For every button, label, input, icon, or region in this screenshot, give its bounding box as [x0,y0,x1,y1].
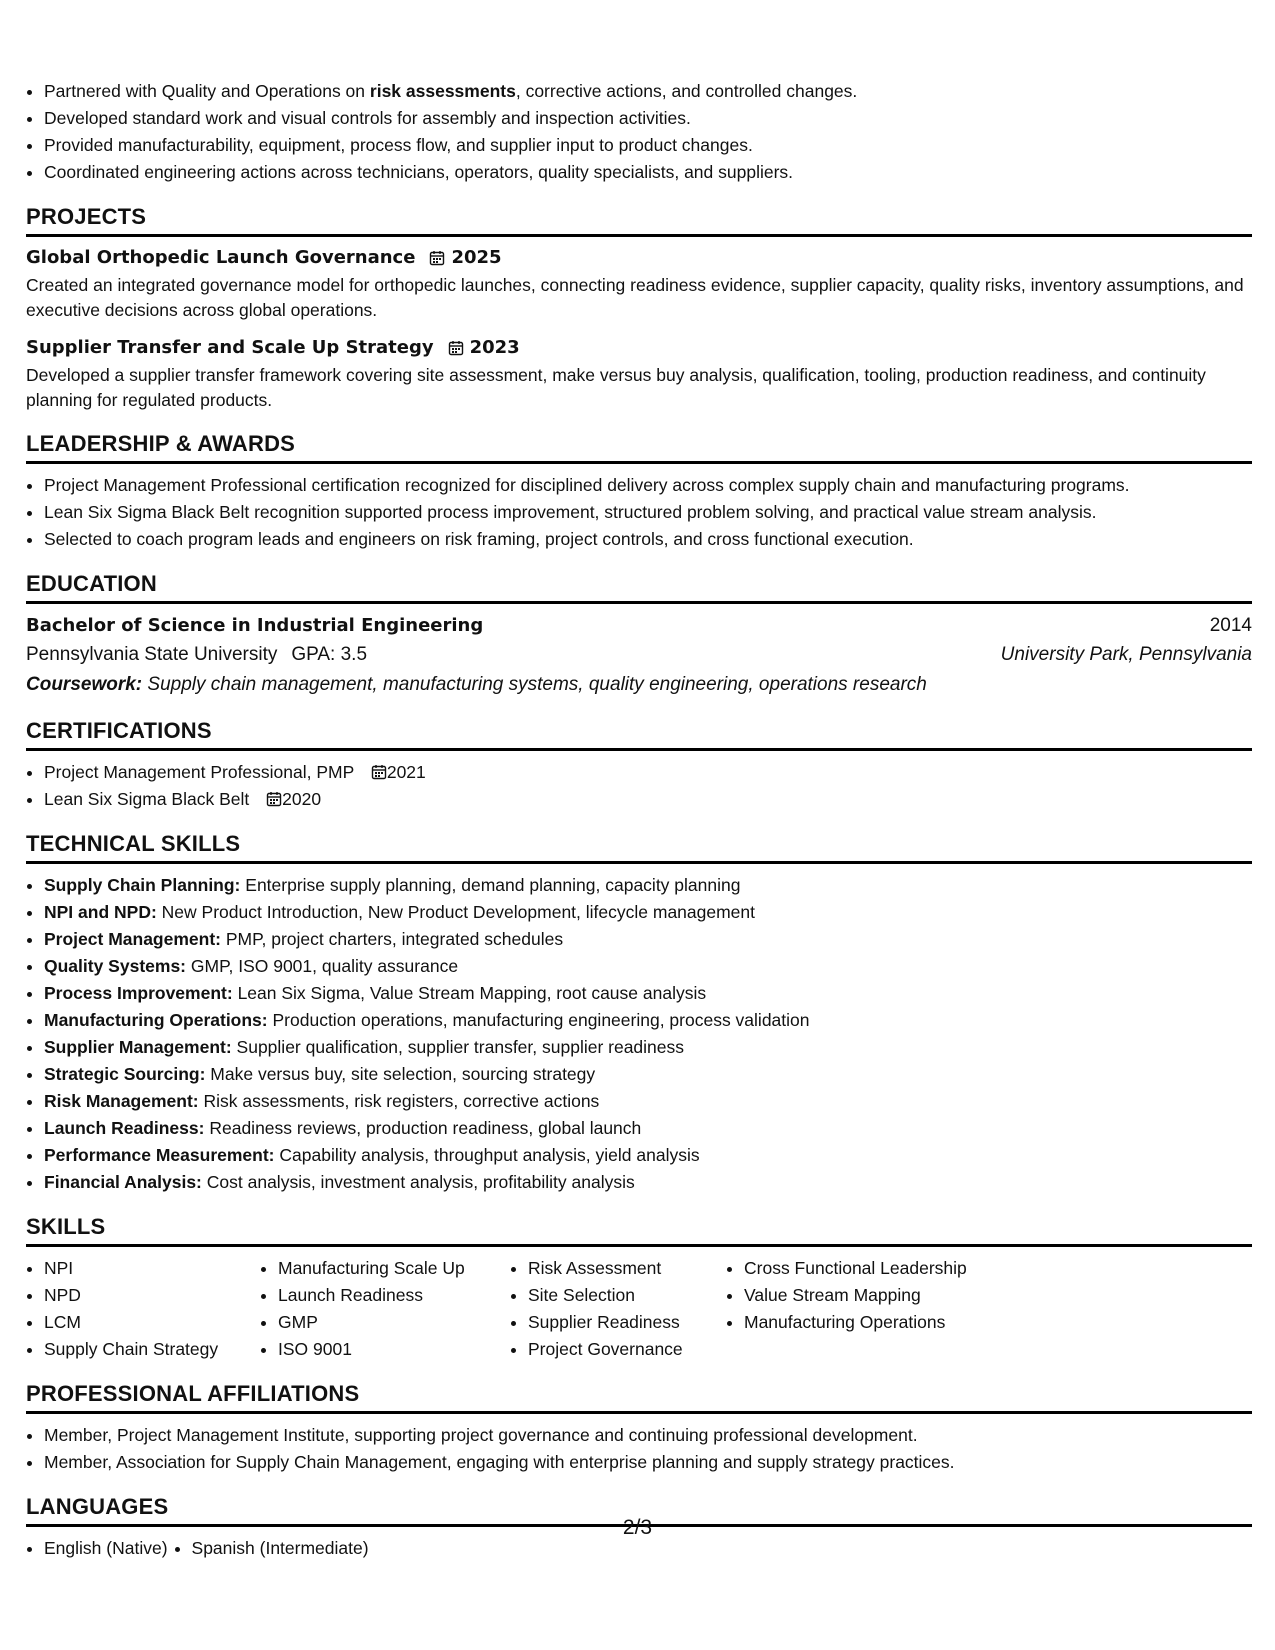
certification-date [266,789,321,809]
skill-tag: • Manufacturing Operations [744,1309,967,1336]
skill-text: GMP, ISO 9001, quality assurance [190,956,459,976]
education-section [26,569,1252,700]
skill-tag: • NPI [44,1255,260,1282]
degree-name: Bachelor of Science in Industrial Engineering [26,615,484,636]
experience-bullet [44,132,1252,159]
certification-year: 2020 [282,789,322,809]
education-header-row [26,612,1252,640]
list-item: • Lean Six Sigma Black Belt recognition supported process improvement, structured problem solving, and practical value stream analysis. [44,499,1252,526]
skills-column [26,1255,260,1363]
project-description: Created an integrated governance model for orthopedic launches, connecting readiness evidence, supplier capacity, quality risks, inventory assumptions, and executive decisions across global operations. [26,275,1244,320]
skill-text: Capability analysis, throughput analysis, yield analysis [279,1145,700,1165]
skill-tag: • Launch Readiness [278,1282,510,1309]
project-year: 2023 [469,337,520,358]
calendar-icon [266,791,282,807]
skill-item [44,1034,1252,1061]
skill-tag: • Supplier Readiness [528,1309,726,1336]
skill-text: Lean Six Sigma, Value Stream Mapping, root cause analysis [237,983,707,1003]
skill-tag: • Value Stream Mapping [744,1282,967,1309]
skill-tag: • Risk Assessment [528,1255,726,1282]
skill-text: Readiness reviews, production readiness, global launch [209,1118,642,1138]
skill-tag: • GMP [278,1309,510,1336]
certification-year: 2021 [386,762,426,782]
calendar-icon [429,250,445,266]
gpa: GPA: 3.5 [291,644,368,665]
section-title: LANGUAGES [26,1492,1252,1527]
technical-skills-list [26,872,1252,1196]
skills-column [726,1255,967,1363]
skill-item [44,926,1252,953]
project-header [26,335,1252,361]
skill-label: Performance Measurement: [44,1145,275,1165]
language-item: • Spanish (Intermediate) [192,1535,369,1562]
skill-tag: • Site Selection [528,1282,726,1309]
skill-item [44,1169,1252,1196]
projects-section [26,202,1252,413]
bullet-bold-text: risk assessments [369,81,516,101]
skill-tag: • Project Governance [528,1336,726,1363]
education-school-row [26,640,1252,670]
skill-item [44,899,1252,926]
coursework-text: Supply chain management, manufacturing systems, quality engineering, operations research [147,674,927,695]
skill-label: Supplier Management: [44,1037,232,1057]
project-entry [26,245,1252,323]
experience-bullet [44,78,1252,105]
skill-tag: • NPD [44,1282,260,1309]
calendar-icon [448,340,464,356]
school-name: Pennsylvania State University [26,644,278,665]
calendar-icon [371,764,387,780]
experience-bullet [44,105,1252,132]
skill-text: New Product Introduction, New Product Development, lifecycle management [161,902,756,922]
certifications-list [26,759,1252,813]
project-header [26,245,1252,271]
project-name: Global Orthopedic Launch Governance [26,247,416,268]
list-item: • Selected to coach program leads and engineers on risk framing, project controls, and cross functional execution. [44,526,1252,553]
section-title: TECHNICAL SKILLS [26,829,1252,864]
list-item: • Member, Association for Supply Chain Management, engaging with enterprise planning and supply strategy practices. [44,1449,1252,1476]
skill-item [44,980,1252,1007]
skill-label: Launch Readiness: [44,1118,205,1138]
skill-label: Supply Chain Planning: [44,875,241,895]
skill-item [44,1088,1252,1115]
skill-text: Make versus buy, site selection, sourcing strategy [210,1064,596,1084]
skill-text: Enterprise supply planning, demand planning, capacity planning [245,875,741,895]
language-item: • English (Native) [44,1535,168,1562]
skill-text: Production operations, manufacturing engineering, process validation [272,1010,810,1030]
bullet-text: , corrective actions, and controlled changes. [515,81,858,101]
skills-grid [26,1255,1252,1363]
skill-tag: • ISO 9001 [278,1336,510,1363]
bullet-text: Developed standard work and visual controls for assembly and inspection activities. [44,108,691,128]
project-name: Supplier Transfer and Scale Up Strategy [26,337,434,358]
skill-item [44,1007,1252,1034]
section-title: PROFESSIONAL AFFILIATIONS [26,1379,1252,1414]
leadership-list [26,472,1252,553]
graduation-year: 2014 [1209,615,1252,636]
coursework-label: Coursework: [26,674,143,695]
skill-label: Quality Systems: [44,956,186,976]
skill-text: Supplier qualification, supplier transfer, supplier readiness [236,1037,685,1057]
certification-name: Lean Six Sigma Black Belt [44,789,250,809]
project-description: Developed a supplier transfer framework covering site assessment, make versus buy analysis, qualification, tooling, production readiness, and continuity planning for regulated products. [26,365,1206,410]
section-title: EDUCATION [26,569,1252,604]
skill-label: Process Improvement: [44,983,233,1003]
skill-label: Risk Management: [44,1091,199,1111]
certification-item [44,786,1252,813]
certification-date [371,762,426,782]
skill-tag: • Manufacturing Scale Up [278,1255,510,1282]
section-title: LEADERSHIP & AWARDS [26,429,1252,464]
affiliations-section [26,1379,1252,1476]
skill-text: Cost analysis, investment analysis, profitability analysis [206,1172,635,1192]
skills-section [26,1212,1252,1363]
skill-item [44,953,1252,980]
bullet-text: Partnered with Quality and Operations on [44,81,370,101]
skill-tag: • Cross Functional Leadership [744,1255,967,1282]
skill-label: Strategic Sourcing: [44,1064,206,1084]
skill-label: Project Management: [44,929,221,949]
section-title: SKILLS [26,1212,1252,1247]
skill-tag: • LCM [44,1309,260,1336]
bullet-text: Provided manufacturability, equipment, process flow, and supplier input to product changes. [44,135,753,155]
skill-item [44,872,1252,899]
list-item: • Project Management Professional certification recognized for disciplined delivery across complex supply chain and manufacturing programs. [44,472,1252,499]
resume-page [26,78,1252,1562]
school-info [26,640,367,670]
skill-text: PMP, project charters, integrated schedules [225,929,564,949]
project-entry [26,335,1252,413]
skill-text: Risk assessments, risk registers, corrective actions [203,1091,600,1111]
coursework [26,670,1252,700]
school-location: University Park, Pennsylvania [1000,644,1252,665]
technical-skills-section [26,829,1252,1196]
section-title: CERTIFICATIONS [26,716,1252,751]
skill-label: Financial Analysis: [44,1172,202,1192]
section-title: PROJECTS [26,202,1252,237]
list-item: • Member, Project Management Institute, supporting project governance and continuing professional development. [44,1422,1252,1449]
certification-name: Project Management Professional, PMP [44,762,354,782]
skill-label: Manufacturing Operations: [44,1010,268,1030]
skill-item [44,1115,1252,1142]
skills-column [260,1255,510,1363]
project-year: 2025 [451,247,502,268]
skills-column [510,1255,726,1363]
bullet-text: Coordinated engineering actions across technicians, operators, quality specialists, and suppliers. [44,162,794,182]
experience-bullets [26,78,1252,186]
skill-label: NPI and NPD: [44,902,157,922]
certifications-section [26,716,1252,813]
affiliations-list [26,1422,1252,1476]
skill-item [44,1061,1252,1088]
page-number: 2/3 [622,1516,653,1539]
experience-bullet [44,159,1252,186]
skill-tag: • Supply Chain Strategy [44,1336,260,1363]
skill-item [44,1142,1252,1169]
certification-item [44,759,1252,786]
leadership-section [26,429,1252,553]
